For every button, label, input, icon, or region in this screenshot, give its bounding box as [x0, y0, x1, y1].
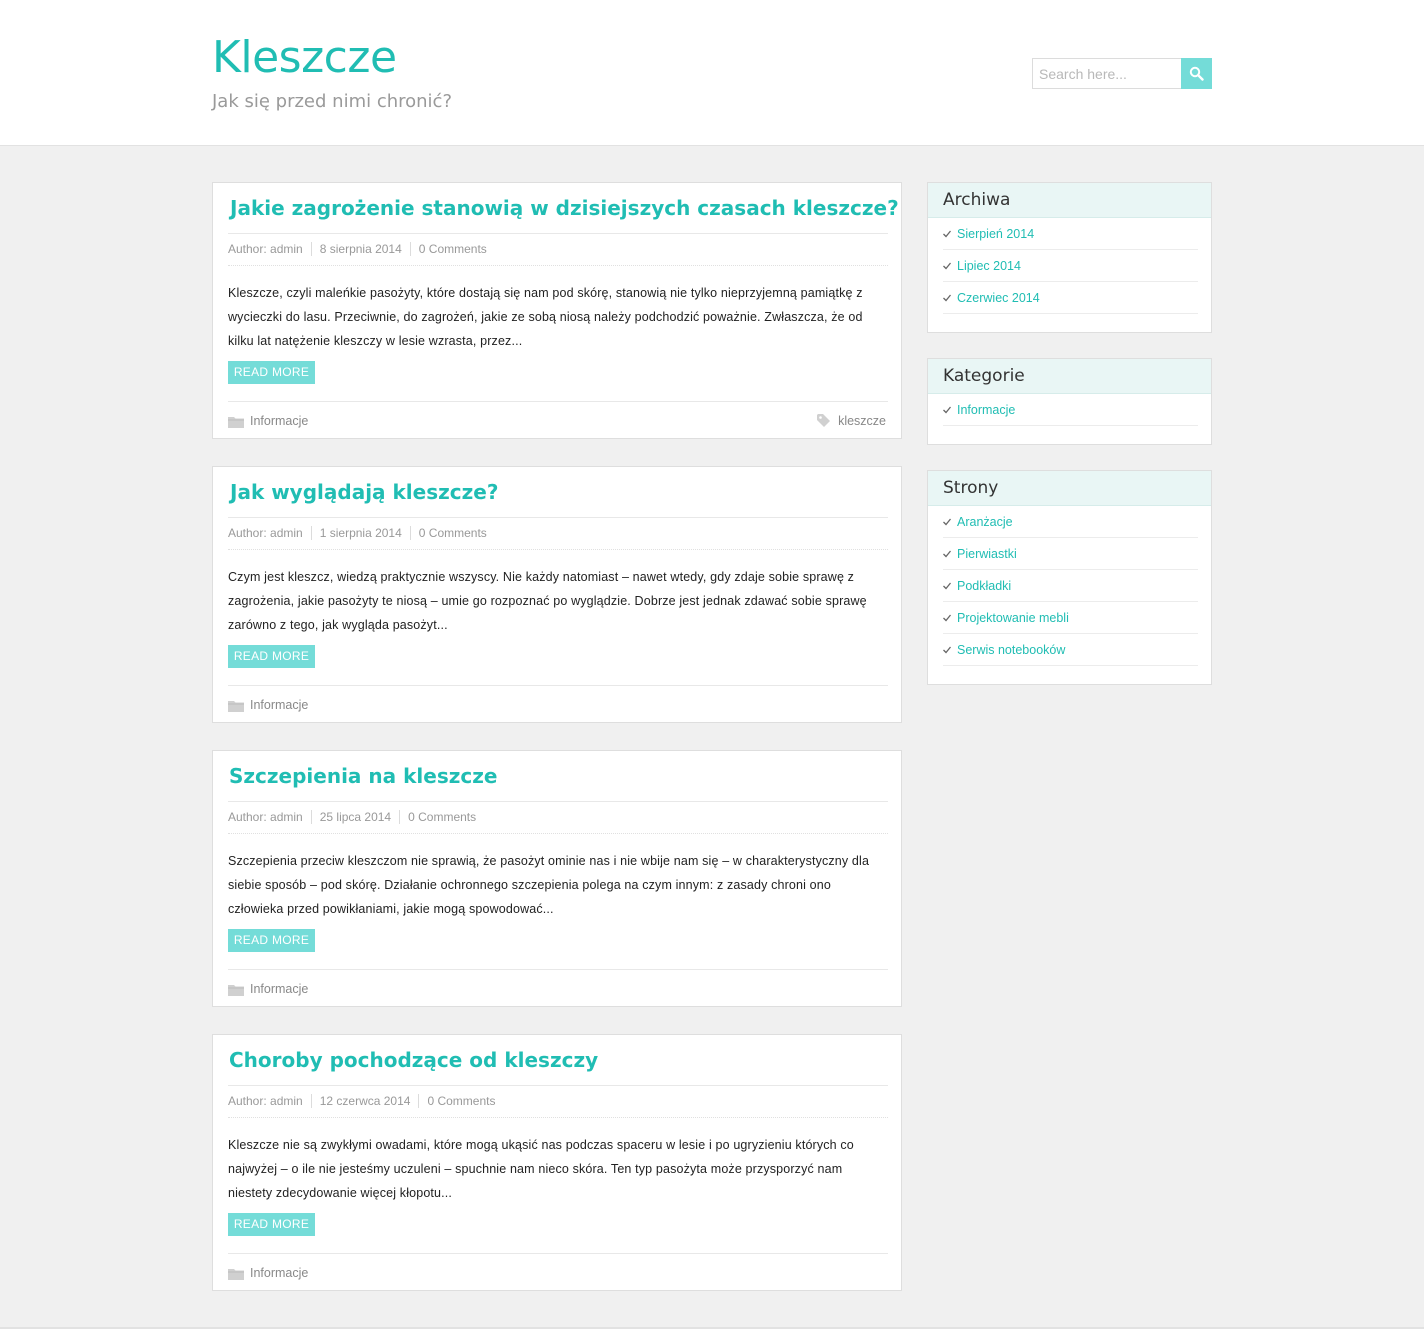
- category-list: [928, 394, 1211, 426]
- folder-icon: [228, 415, 244, 428]
- archive-link[interactable]: [943, 282, 1198, 314]
- check-icon: [943, 262, 951, 270]
- post-meta: [228, 525, 487, 541]
- archive-link[interactable]: [943, 218, 1198, 250]
- page-label: Pierwiastki: [957, 546, 1017, 561]
- post-category: [228, 1264, 308, 1282]
- post-card: [212, 466, 902, 723]
- post-date[interactable]: 1 sierpnia 2014: [319, 526, 402, 540]
- post-card: [212, 182, 902, 439]
- read-more-button[interactable]: READ MORE: [228, 645, 315, 668]
- tag-link[interactable]: kleszcze: [838, 414, 886, 428]
- divider: [228, 233, 888, 234]
- page-link[interactable]: [943, 570, 1198, 602]
- meta-separator: [311, 810, 312, 824]
- check-icon: [943, 518, 951, 526]
- post-title[interactable]: Jakie zagrożenie stanowią w dzisiejszych czasach kleszcze?: [230, 196, 899, 220]
- divider: [228, 969, 888, 970]
- post-excerpt: Czym jest kleszcz, wiedzą praktycznie wszyscy. Nie każdy natomiast – nawet wtedy, gdy zdaje sobie sprawę z zagrożenia, jakie pasożyty te niosą – umie go rozpoznać po wyglądzie. Dobrze jest jednak zdawać sobie sprawę zarówno z tego, jak wygląda pasożyt...: [228, 570, 867, 632]
- post-meta: [228, 241, 487, 257]
- post-author[interactable]: Author: admin: [228, 1094, 303, 1108]
- search-input[interactable]: [1033, 59, 1181, 88]
- post-excerpt: Kleszcze, czyli maleńkie pasożyty, które dostają się nam pod skórę, stanowią nie tylko nieprzyjemną pamiątkę z wycieczki do lasu. Przeciwnie, do zagrożeń, jakie ze sobą niosą należy podchodzić poważnie. Zwłaszcza, że od kilku lat natężenie kleszczy w lesie wzrasta, przez...: [228, 286, 863, 348]
- post-date[interactable]: 12 czerwca 2014: [319, 1094, 411, 1108]
- tag-icon: [817, 414, 832, 428]
- widget-title: Strony: [928, 471, 1211, 506]
- site-header: [0, 0, 1424, 146]
- category-link[interactable]: Informacje: [250, 414, 309, 428]
- category-link[interactable]: [943, 394, 1198, 426]
- widget-kategorie: [927, 358, 1212, 445]
- page-label: Aranżacje: [957, 514, 1013, 529]
- check-icon: [943, 406, 951, 414]
- archive-label: Lipiec 2014: [957, 258, 1021, 273]
- divider: [228, 401, 888, 402]
- search-button[interactable]: [1181, 58, 1212, 89]
- archive-label: Czerwiec 2014: [957, 290, 1040, 305]
- meta-separator: [311, 242, 312, 256]
- divider: [228, 1117, 888, 1118]
- check-icon: [943, 230, 951, 238]
- post-card: [212, 1034, 902, 1291]
- page-label: Podkładki: [957, 578, 1012, 593]
- post-author[interactable]: Author: admin: [228, 526, 303, 540]
- check-icon: [943, 582, 951, 590]
- read-more-button[interactable]: READ MORE: [228, 929, 315, 952]
- widget-title: Archiwa: [928, 183, 1211, 218]
- post-excerpt: Szczepienia przeciw kleszczom nie sprawią, że pasożyt ominie nas i nie wbije nam się – w charakterystyczny dla siebie sposób – pod skórę. Działanie ochronnego szczepienia polega na czym innym: z zasady chroni ono człowieka przed powikłaniami, jakie mogą spowodować...: [228, 854, 870, 916]
- category-link[interactable]: Informacje: [250, 698, 309, 712]
- divider: [228, 685, 888, 686]
- folder-icon: [228, 983, 244, 996]
- site-title[interactable]: Kleszcze: [212, 32, 397, 83]
- check-icon: [943, 646, 951, 654]
- divider: [228, 833, 888, 834]
- search-box: [1032, 58, 1182, 89]
- divider: [228, 517, 888, 518]
- post-date[interactable]: 25 lipca 2014: [319, 810, 392, 824]
- post-date[interactable]: 8 sierpnia 2014: [319, 242, 402, 256]
- meta-separator: [311, 1094, 312, 1108]
- meta-separator: [410, 526, 411, 540]
- post-title[interactable]: Choroby pochodzące od kleszczy: [229, 1048, 599, 1072]
- post-card: [212, 750, 902, 1007]
- post-excerpt: Kleszcze nie są zwykłymi owadami, które mogą ukąsić nas podczas spaceru w lesie i po ugryzieniu których co najwyżej – o ile nie jesteśmy uczuleni – spuchnie nam nieco skóra. Ten typ pasożyta może przysporzyć nam niestety zdecydowanie więcej kłopotu...: [228, 1138, 854, 1200]
- meta-separator: [399, 810, 400, 824]
- read-more-button[interactable]: READ MORE: [228, 1213, 315, 1236]
- page-label: Projektowanie mebli: [957, 610, 1069, 625]
- post-title[interactable]: Jak wyglądają kleszcze?: [230, 480, 499, 504]
- widget-strony: [927, 470, 1212, 685]
- check-icon: [943, 294, 951, 302]
- post-category: [228, 696, 308, 714]
- divider: [228, 801, 888, 802]
- post-meta: [228, 1093, 495, 1109]
- page-link[interactable]: [943, 506, 1198, 538]
- post-comments-link[interactable]: 0 Comments: [418, 526, 487, 540]
- post-comments-link[interactable]: 0 Comments: [418, 242, 487, 256]
- read-more-button[interactable]: READ MORE: [228, 361, 315, 384]
- page-link[interactable]: [943, 538, 1198, 570]
- archive-label: Sierpień 2014: [957, 226, 1035, 241]
- post-comments-link[interactable]: 0 Comments: [408, 810, 477, 824]
- post-tags: [817, 412, 886, 430]
- category-link[interactable]: Informacje: [250, 1266, 309, 1280]
- divider: [228, 1253, 888, 1254]
- meta-separator: [410, 242, 411, 256]
- divider: [228, 265, 888, 266]
- folder-icon: [228, 1267, 244, 1280]
- page-link[interactable]: [943, 602, 1198, 634]
- post-title[interactable]: Szczepienia na kleszcze: [229, 764, 498, 788]
- post-comments-link[interactable]: 0 Comments: [427, 1094, 496, 1108]
- widget-archiwa: [927, 182, 1212, 333]
- divider: [228, 549, 888, 550]
- meta-separator: [418, 1094, 419, 1108]
- post-meta: [228, 809, 476, 825]
- folder-icon: [228, 699, 244, 712]
- post-author[interactable]: Author: admin: [228, 242, 303, 256]
- post-category: [228, 412, 308, 430]
- check-icon: [943, 614, 951, 622]
- pages-list: [928, 506, 1211, 666]
- check-icon: [943, 550, 951, 558]
- category-link[interactable]: Informacje: [250, 982, 309, 996]
- page-link[interactable]: [943, 634, 1198, 666]
- site-tagline: Jak się przed nimi chronić?: [212, 91, 453, 112]
- archive-link[interactable]: [943, 250, 1198, 282]
- page-label: Serwis notebooków: [957, 642, 1066, 657]
- meta-separator: [311, 526, 312, 540]
- widget-title: Kategorie: [928, 359, 1211, 394]
- post-category: [228, 980, 308, 998]
- category-label: Informacje: [957, 402, 1016, 417]
- post-author[interactable]: Author: admin: [228, 810, 303, 824]
- search-icon: [1189, 66, 1204, 81]
- divider: [228, 1085, 888, 1086]
- archive-list: [928, 218, 1211, 314]
